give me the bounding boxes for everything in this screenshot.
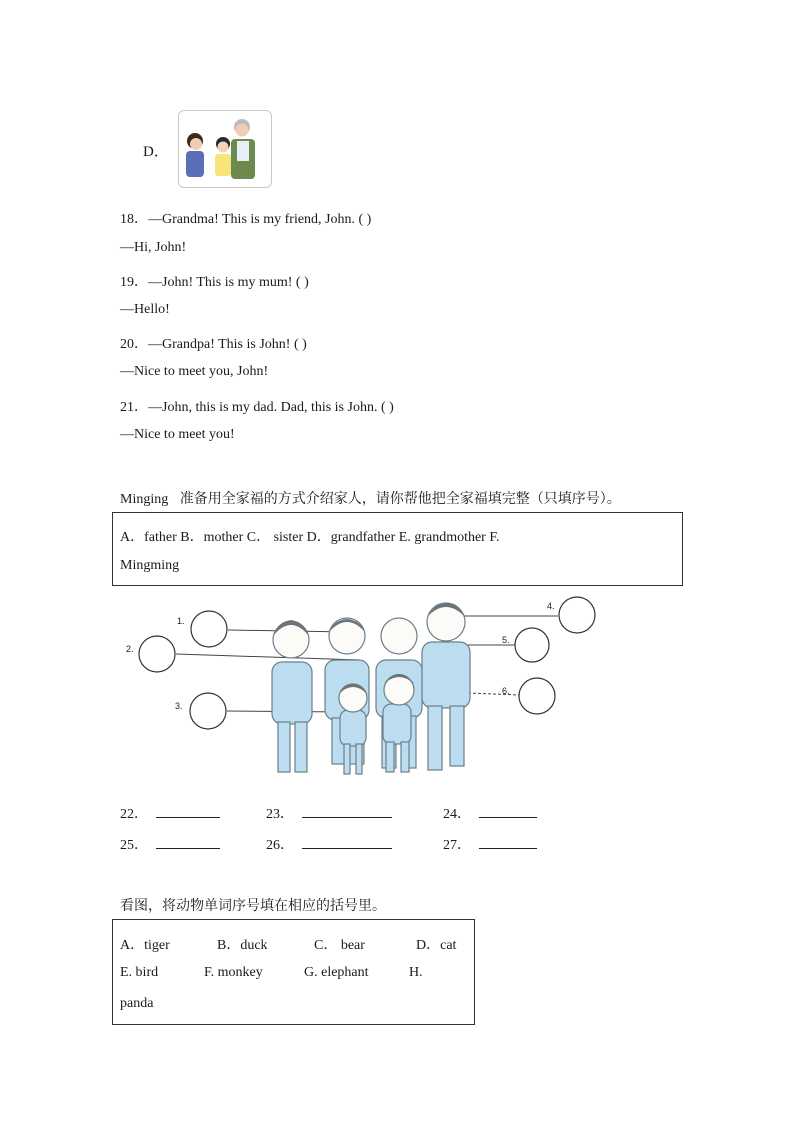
family-greeting-illustration xyxy=(179,111,271,187)
family-instruction-text: 准备用全家福的方式介绍家人，请你帮他把全家福填完整（只填序号）。 xyxy=(179,491,621,507)
animal-option-h: H. xyxy=(409,965,423,980)
animal-option-a: A．tiger xyxy=(120,938,170,953)
blank-27-line[interactable] xyxy=(479,836,537,849)
family-portrait xyxy=(120,592,610,787)
animal-option-d: D．cat xyxy=(416,938,457,953)
option-d-label: D． xyxy=(143,144,169,160)
family-greeting-picture xyxy=(178,110,272,188)
circle-label-1: 1. xyxy=(177,616,185,626)
circle-label-6: 6. xyxy=(502,686,510,696)
answer-18: —Hi, John! xyxy=(120,240,187,255)
blank-23-label: 23． xyxy=(266,807,294,822)
family-options-line-2: Mingming xyxy=(120,558,180,573)
animal-option-g: G. elephant xyxy=(304,965,369,980)
circle-label-4: 4. xyxy=(547,601,555,611)
animal-option-h-word: panda xyxy=(120,996,154,1011)
animals-options-box xyxy=(112,919,475,1025)
animal-option-b: B．duck xyxy=(217,938,268,953)
animal-option-e: E. bird xyxy=(120,965,159,980)
blank-24[interactable] xyxy=(443,803,537,823)
blank-26-line[interactable] xyxy=(302,836,392,849)
question-21: 21．—John, this is my dad. Dad, this is John. ( ) xyxy=(120,400,394,415)
animal-option-c: C． bear xyxy=(314,938,365,953)
question-18: 18．—Grandma! This is my friend, John. ( ) xyxy=(120,212,372,227)
blank-24-line[interactable] xyxy=(479,805,537,818)
question-19: 19．—John! This is my mum! ( ) xyxy=(120,275,309,290)
answer-21: —Nice to meet you! xyxy=(120,427,235,442)
blank-25-line[interactable] xyxy=(156,836,220,849)
blank-25[interactable] xyxy=(120,834,220,854)
blank-26-label: 26． xyxy=(266,838,294,853)
animals-instruction: 看图，将动物单词序号填在相应的括号里。 xyxy=(120,898,386,914)
family-options-box xyxy=(112,512,683,586)
animal-option-f: F. monkey xyxy=(204,965,263,980)
answer-20: —Nice to meet you, John! xyxy=(120,364,269,379)
blank-23-line[interactable] xyxy=(302,805,392,818)
blank-24-label: 24． xyxy=(443,807,471,822)
family-options-line-1: A．father B．mother C． sister D．grandfather E. grandmother F. xyxy=(120,530,500,545)
blank-22[interactable] xyxy=(120,803,220,823)
blank-22-line[interactable] xyxy=(156,805,220,818)
question-20: 20．—Grandpa! This is John! ( ) xyxy=(120,337,307,352)
family-instruction-name: Minging xyxy=(120,492,169,507)
blank-26[interactable] xyxy=(266,834,392,854)
circle-label-3: 3. xyxy=(175,701,183,711)
circle-label-2: 2. xyxy=(126,644,134,654)
family-portrait-illustration xyxy=(120,592,610,787)
blank-23[interactable] xyxy=(266,803,392,823)
blank-25-label: 25． xyxy=(120,838,148,853)
blank-22-label: 22． xyxy=(120,807,148,822)
family-instruction xyxy=(120,488,621,508)
blank-27-label: 27． xyxy=(443,838,471,853)
blank-27[interactable] xyxy=(443,834,537,854)
answer-19: —Hello! xyxy=(120,302,170,317)
circle-label-5: 5. xyxy=(502,635,510,645)
